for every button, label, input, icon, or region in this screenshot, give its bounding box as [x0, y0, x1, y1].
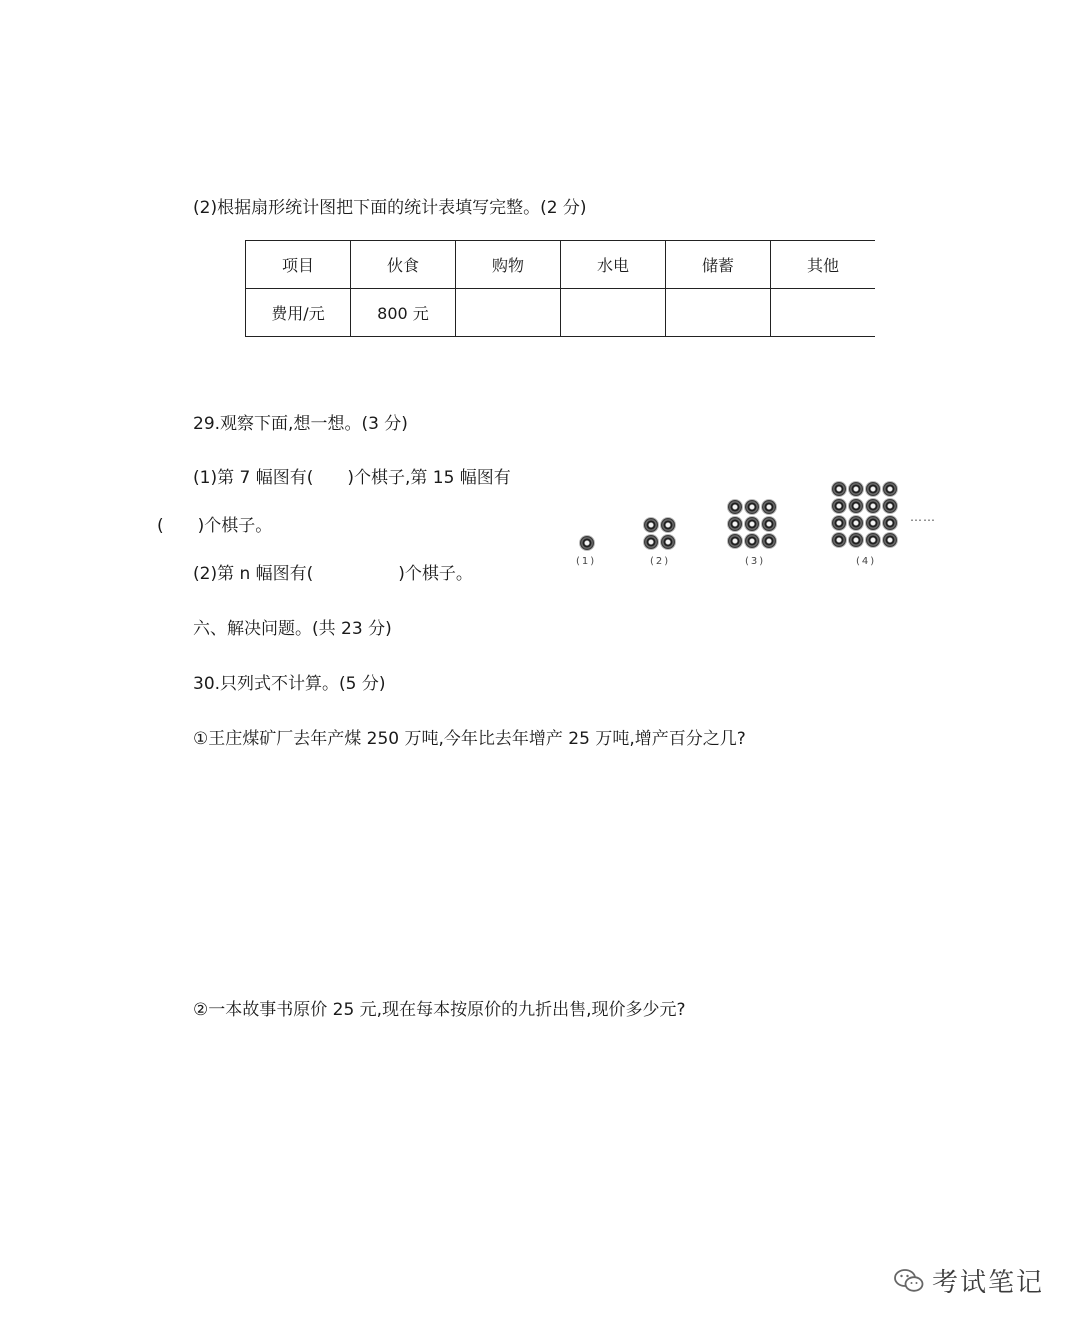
- chess-piece: [832, 499, 846, 513]
- chess-piece: [832, 516, 846, 530]
- watermark-text: 考试笔记: [931, 1268, 1044, 1298]
- chess-piece: [866, 482, 880, 496]
- question-30-item2: ②一本故事书原价 25 元,现在每本按原价的九折出售,现价多少元?: [193, 1000, 686, 1020]
- question-29-part1a: (1)第 7 幅图有( )个棋子,第 15 幅图有: [193, 468, 511, 488]
- chess-piece: [644, 518, 658, 532]
- chess-piece: [883, 482, 897, 496]
- chess-piece: [762, 500, 776, 514]
- table-header-cell: 购物: [456, 241, 561, 289]
- chess-piece: [849, 516, 863, 530]
- table-header-cell: 水电: [561, 241, 666, 289]
- figure-label: (2): [650, 556, 671, 567]
- question-30-title: 30.只列式不计算。(5 分): [193, 674, 386, 694]
- chess-piece: [866, 533, 880, 547]
- chess-piece: [762, 534, 776, 548]
- chess-piece: [728, 534, 742, 548]
- chess-piece: [866, 516, 880, 530]
- table-row-label: 费用/元: [246, 289, 351, 337]
- table-header-cell: 储蓄: [666, 241, 771, 289]
- chess-piece: [745, 517, 759, 531]
- pattern-4: [832, 482, 897, 547]
- table-header-cell: 其他: [771, 241, 876, 289]
- table-header-cell: 项目: [246, 241, 351, 289]
- question-29-title: 29.观察下面,想一想。(3 分): [193, 414, 408, 434]
- chess-piece: [849, 499, 863, 513]
- chess-piece: [745, 500, 759, 514]
- chess-piece: [866, 499, 880, 513]
- pattern-1: [580, 536, 594, 550]
- chess-piece: [849, 533, 863, 547]
- chess-piece: [728, 500, 742, 514]
- watermark: [894, 1262, 1044, 1299]
- question-29-part1b: ( )个棋子。: [157, 516, 273, 536]
- question-28-part2: (2)根据扇形统计图把下面的统计表填写完整。(2 分): [193, 198, 587, 218]
- chess-piece: [644, 535, 658, 549]
- chess-pattern-figure: [560, 470, 940, 570]
- table-cell: [666, 289, 771, 337]
- chess-piece: [661, 518, 675, 532]
- table-cell: 800 元: [351, 289, 456, 337]
- table-cell: [456, 289, 561, 337]
- question-29-part2: (2)第 n 幅图有( )个棋子。: [193, 564, 473, 584]
- chess-piece: [580, 536, 594, 550]
- pattern-3: [728, 500, 776, 548]
- table-header-row: [246, 241, 876, 289]
- figure-label: (3): [745, 556, 766, 567]
- chess-piece: [745, 534, 759, 548]
- statistics-table: [245, 240, 875, 337]
- ellipsis: ……: [910, 510, 936, 524]
- table-row: [246, 289, 876, 337]
- chess-piece: [832, 533, 846, 547]
- chess-piece: [728, 517, 742, 531]
- wechat-icon: [894, 1268, 924, 1294]
- chess-piece: [883, 516, 897, 530]
- chess-piece: [883, 533, 897, 547]
- figure-label: (1): [576, 556, 597, 567]
- chess-piece: [849, 482, 863, 496]
- chess-piece: [762, 517, 776, 531]
- table-cell: [771, 289, 876, 337]
- question-30-item1: ①王庄煤矿厂去年产煤 250 万吨,今年比去年增产 25 万吨,增产百分之几?: [193, 729, 746, 749]
- pattern-2: [644, 518, 675, 549]
- section-6-heading: 六、解决问题。(共 23 分): [193, 619, 392, 639]
- table-header-cell: 伙食: [351, 241, 456, 289]
- chess-piece: [661, 535, 675, 549]
- chess-piece: [832, 482, 846, 496]
- table-cell: [561, 289, 666, 337]
- chess-piece: [883, 499, 897, 513]
- figure-label: (4): [856, 556, 877, 567]
